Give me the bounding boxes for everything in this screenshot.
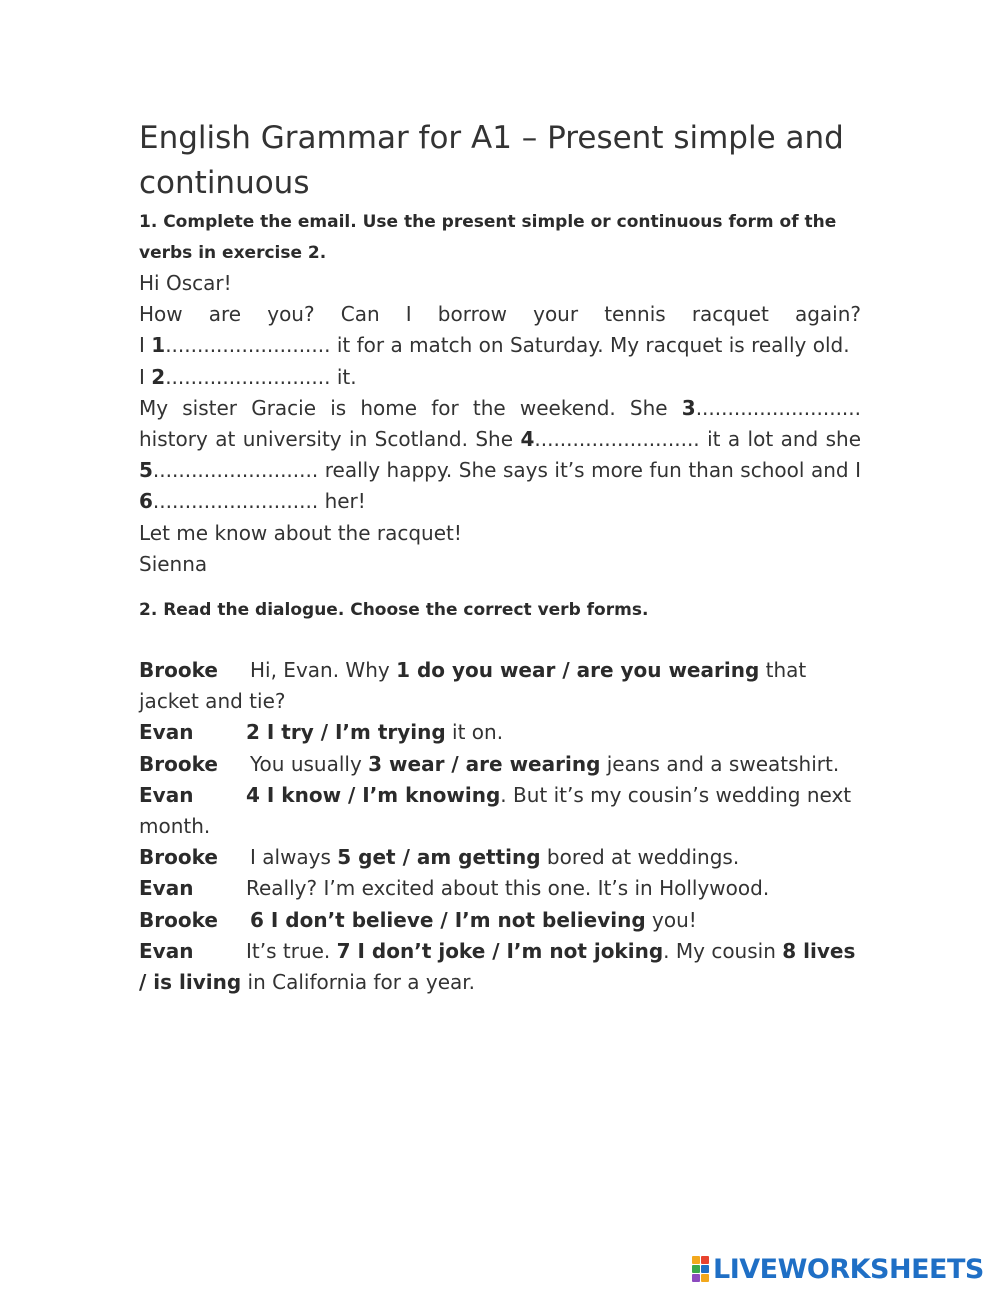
text: bored at weddings. bbox=[540, 845, 740, 870]
email-line-1: How are you? Can I borrow your tennis racquet again? bbox=[139, 302, 861, 327]
text: . But it’s my cousin’s wedding next month. bbox=[139, 782, 852, 839]
liveworksheets-logo[interactable] bbox=[692, 1254, 984, 1284]
dialogue-line-1 bbox=[139, 655, 861, 717]
text: I bbox=[139, 364, 152, 389]
text: jeans and a sweatshirt. bbox=[600, 751, 840, 776]
answer-gap-3[interactable]: .......................... bbox=[695, 395, 861, 420]
text: it a lot and she bbox=[699, 427, 861, 452]
text: that jacket and tie? bbox=[139, 658, 807, 714]
speaker-name: Brooke bbox=[139, 751, 218, 776]
verb-choice-3[interactable]: 3 wear / are wearing bbox=[368, 751, 601, 776]
email-paragraph-2 bbox=[139, 393, 861, 518]
logo-square bbox=[701, 1274, 709, 1282]
gap-number-5: 5 bbox=[139, 458, 153, 483]
gap-number-1: 1 bbox=[151, 333, 166, 358]
text: Really? I’m excited about this one. It’s in Hollywood. bbox=[246, 876, 770, 901]
dialogue-line-7 bbox=[139, 905, 861, 936]
text: I bbox=[139, 333, 152, 358]
text: it for a match on Saturday. My racquet is really old. bbox=[330, 333, 850, 358]
logo-square bbox=[701, 1256, 709, 1264]
dialogue-line-4 bbox=[139, 780, 861, 842]
answer-gap-2[interactable]: .......................... bbox=[165, 364, 331, 389]
answer-gap-5[interactable]: .......................... bbox=[152, 458, 319, 483]
text: . My cousin bbox=[663, 938, 783, 963]
answer-gap-4[interactable]: .......................... bbox=[534, 427, 700, 452]
exercise-1-instruction: 1. Complete the email. Use the present simple or continuous form of the verbs in exercise 2. bbox=[139, 212, 837, 263]
verb-choice-6[interactable]: 6 I don’t believe / I’m not believing bbox=[250, 907, 646, 932]
speaker-name: Brooke bbox=[139, 907, 218, 932]
answer-gap-1[interactable]: .......................... bbox=[165, 333, 331, 358]
email-text bbox=[139, 268, 861, 580]
verb-choice-8[interactable]: 8 lives / is living bbox=[139, 938, 856, 995]
verb-choice-7[interactable]: 7 I don’t joke / I’m not joking bbox=[336, 938, 664, 963]
text: her! bbox=[318, 489, 366, 514]
email-sentence-1 bbox=[139, 330, 861, 361]
text: You usually bbox=[250, 751, 369, 776]
logo-square bbox=[692, 1256, 700, 1264]
text: history at university in Scotland. She bbox=[139, 427, 521, 452]
speaker-name: Evan bbox=[139, 720, 194, 745]
text: in California for a year. bbox=[241, 970, 476, 995]
gap-number-3: 3 bbox=[681, 395, 696, 420]
text: it. bbox=[330, 364, 357, 389]
email-greeting: Hi Oscar! bbox=[139, 271, 232, 295]
dialogue-line-6 bbox=[139, 873, 861, 904]
text: you! bbox=[645, 907, 697, 932]
dialogue bbox=[139, 655, 861, 998]
verb-choice-2[interactable]: 2 I try / I’m trying bbox=[246, 720, 446, 745]
verb-choice-5[interactable]: 5 get / am getting bbox=[337, 845, 541, 870]
text: It’s true. bbox=[246, 938, 337, 963]
liveworksheets-logo-icon bbox=[692, 1256, 709, 1282]
logo-text: LIVEWORKSHEETS bbox=[713, 1253, 984, 1285]
dialogue-line-2 bbox=[139, 717, 861, 748]
logo-square bbox=[692, 1274, 700, 1282]
answer-gap-6[interactable]: .......................... bbox=[152, 489, 319, 514]
text: Hi, Evan. Why bbox=[250, 658, 397, 682]
speaker-name: Evan bbox=[139, 782, 194, 807]
logo-square bbox=[692, 1265, 700, 1273]
logo-square bbox=[701, 1265, 709, 1273]
text: it on. bbox=[445, 720, 504, 745]
text: My sister Gracie is home for the weekend. She bbox=[139, 395, 682, 420]
gap-number-6: 6 bbox=[139, 489, 153, 514]
speaker-name: Evan bbox=[139, 938, 194, 963]
speaker-name: Brooke bbox=[139, 845, 218, 870]
page-title: English Grammar for A1 – Present simple and continuous bbox=[139, 120, 844, 201]
dialogue-line-3 bbox=[139, 749, 861, 780]
speaker-name: Brooke bbox=[139, 658, 218, 682]
verb-choice-4[interactable]: 4 I know / I’m knowing bbox=[246, 782, 501, 807]
text: I always bbox=[250, 845, 338, 870]
dialogue-line-5 bbox=[139, 842, 861, 873]
gap-number-2: 2 bbox=[151, 364, 166, 389]
verb-choice-1[interactable]: 1 do you wear / are you wearing bbox=[396, 658, 760, 682]
email-closing: Let me know about the racquet! bbox=[139, 520, 462, 545]
gap-number-4: 4 bbox=[520, 427, 535, 452]
email-sentence-2 bbox=[139, 362, 861, 393]
text: really happy. She says it’s more fun than school and I bbox=[318, 458, 861, 483]
email-signature: Sienna bbox=[139, 551, 208, 576]
exercise-2-instruction: 2. Read the dialogue. Choose the correct verb forms. bbox=[139, 600, 649, 620]
speaker-name: Evan bbox=[139, 876, 194, 901]
dialogue-line-8 bbox=[139, 936, 861, 998]
